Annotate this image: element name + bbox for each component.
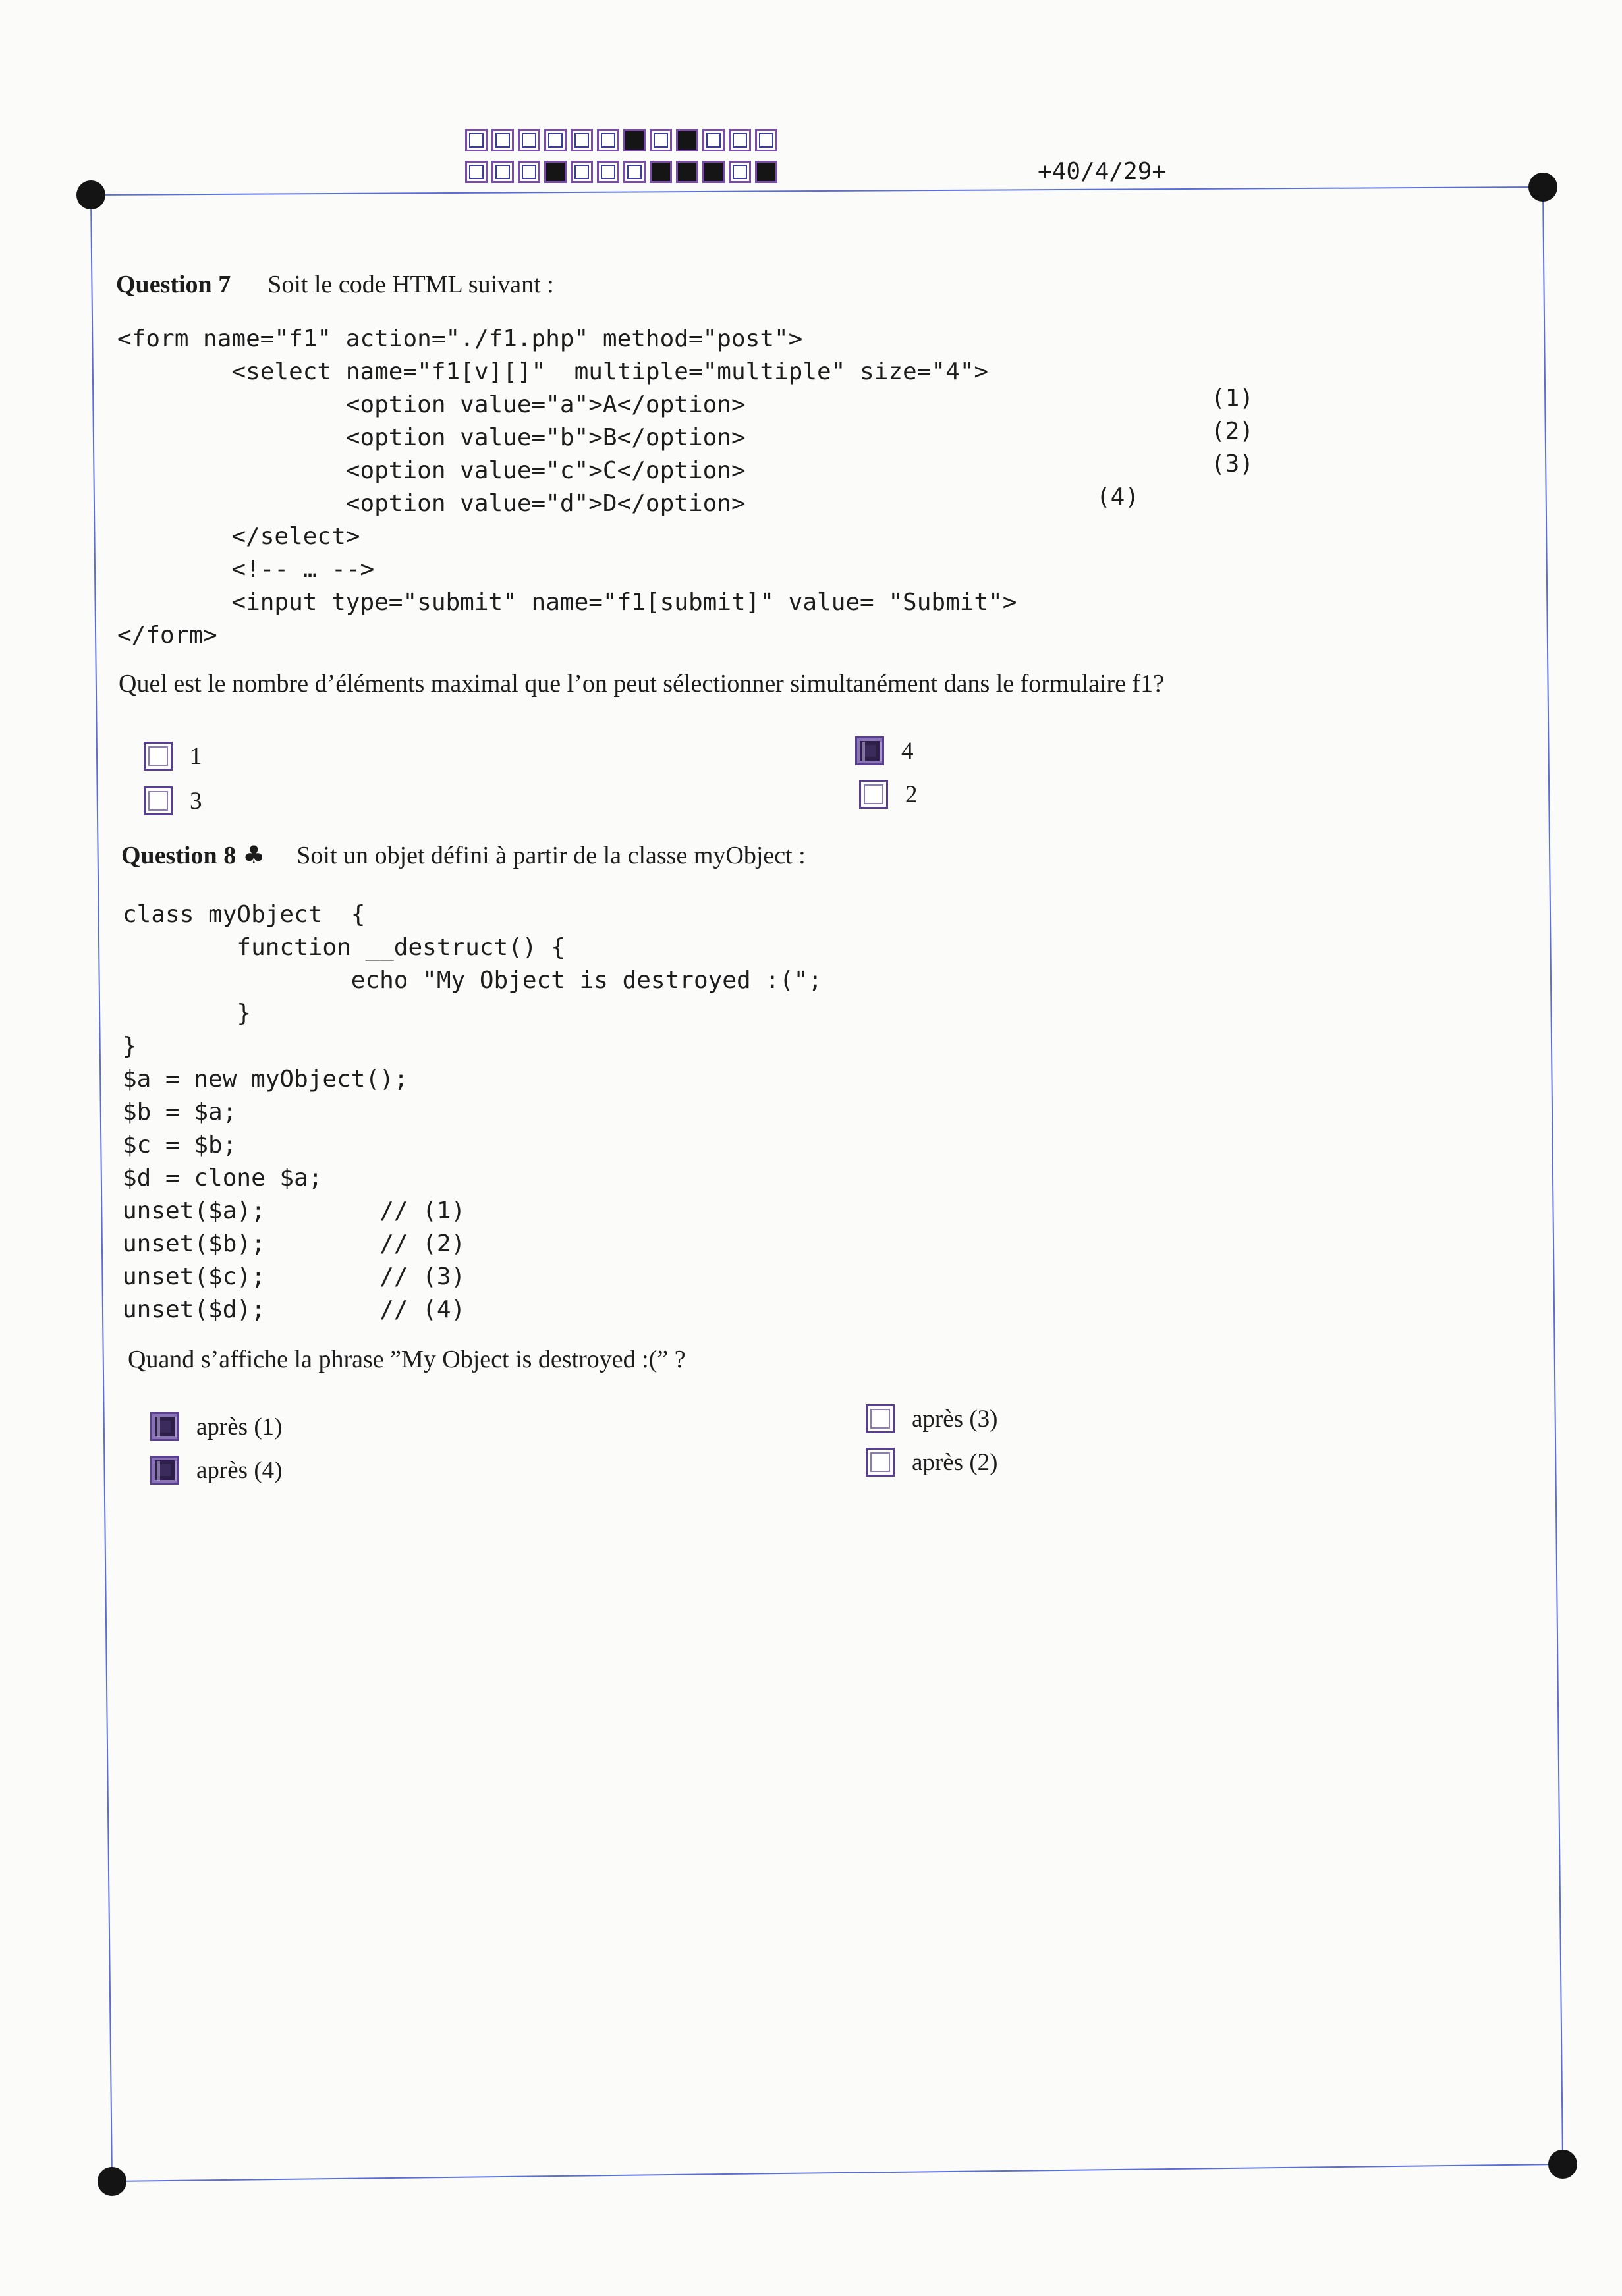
question-7-code: <form name="f1" action="./f1.php" method="post"> <select name="f1[v][]" multiple="multiple" size="4"> <option value="a">A</option> <option value="b">B</option> <option value="c">C</option> <option value="d">D</option> </select> <!-- … --> <input type="submit" name="f1[submit]" value= "Submit"> </form> (117, 325, 1017, 649)
answer-checkbox[interactable] (866, 1404, 895, 1433)
question-8-choice-apres-1[interactable] (150, 1412, 282, 1441)
choice-label: après (1) (196, 1413, 283, 1440)
question-7-number: Question 7 (116, 271, 231, 298)
club-icon: ♣ (242, 840, 266, 869)
barcode-cell (729, 161, 751, 183)
question-7-header (116, 270, 554, 299)
answer-checkbox[interactable] (855, 736, 884, 765)
barcode-cell (676, 161, 698, 183)
barcode-cell (571, 129, 593, 151)
code-marker-1: (1) (1211, 385, 1254, 412)
choice-label: 4 (901, 737, 914, 765)
choice-label: 2 (905, 780, 918, 808)
copy-id: +40/4/29+ (1038, 158, 1167, 185)
answer-checkbox[interactable] (150, 1412, 179, 1441)
barcode-cell (597, 129, 619, 151)
question-8-prompt: Quand s’affiche la phrase ”My Object is destroyed :(” ? (128, 1346, 686, 1373)
code-marker-4: (4) (1096, 483, 1140, 510)
answer-checkbox[interactable] (150, 1456, 179, 1485)
question-7-prompt: Quel est le nombre d’éléments maximal que l’on peut sélectionner simultanément dans le formulaire f1? (119, 670, 1165, 697)
question-8-header (121, 840, 806, 870)
barcode-cell (702, 129, 725, 151)
barcode (465, 129, 781, 192)
barcode-cell (544, 161, 567, 183)
choice-label: après (4) (196, 1456, 283, 1484)
question-7-choice-4[interactable] (855, 736, 914, 765)
answer-checkbox[interactable] (859, 780, 888, 809)
choice-label: après (3) (912, 1405, 998, 1433)
choice-label: 3 (190, 787, 202, 815)
barcode-cell (518, 161, 540, 183)
choice-label: après (2) (912, 1448, 998, 1476)
question-7-choice-1[interactable] (144, 742, 202, 771)
barcode-cell (702, 161, 725, 183)
question-8-choice-apres-2[interactable] (866, 1448, 997, 1477)
barcode-cell (544, 129, 567, 151)
question-8-number: Question 8 (121, 842, 237, 869)
question-7-choice-2[interactable] (859, 780, 918, 809)
barcode-cell (729, 129, 751, 151)
question-8-choice-apres-3[interactable] (866, 1404, 997, 1433)
code-marker-3: (3) (1211, 451, 1254, 478)
barcode-cell (623, 161, 646, 183)
question-8-intro: Soit un objet défini à partir de la classe myObject : (296, 842, 806, 869)
code-marker-2: (2) (1211, 418, 1254, 445)
barcode-row-1 (465, 129, 781, 155)
question-7-choice-3[interactable] (144, 786, 202, 815)
question-8-choice-apres-4[interactable] (150, 1456, 282, 1485)
registration-mark-bottom-left (98, 2167, 126, 2196)
question-8-code: class myObject { function __destruct() { echo "My Object is destroyed :("; } } $a = new myObject(); $b = $a; $c = $b; $d = clone $a; unset($a); // (1) unset($b); // (2) unset($c); // (3) unset($d); // (4) (123, 901, 823, 1323)
barcode-cell (491, 161, 514, 183)
registration-mark-bottom-right (1548, 2150, 1577, 2179)
choice-label: 1 (190, 742, 202, 770)
barcode-cell (676, 129, 698, 151)
barcode-cell (755, 161, 777, 183)
registration-mark-top-left (76, 180, 105, 209)
barcode-cell (755, 129, 777, 151)
answer-checkbox[interactable] (144, 742, 173, 771)
barcode-cell (571, 161, 593, 183)
answer-checkbox[interactable] (866, 1448, 895, 1477)
barcode-cell (623, 129, 646, 151)
answer-checkbox[interactable] (144, 786, 173, 815)
question-7-intro: Soit le code HTML suivant : (267, 271, 554, 298)
barcode-cell (465, 129, 488, 151)
barcode-cell (518, 129, 540, 151)
registration-mark-top-right (1528, 173, 1557, 202)
barcode-cell (597, 161, 619, 183)
barcode-cell (650, 161, 672, 183)
barcode-cell (465, 161, 488, 183)
barcode-cell (491, 129, 514, 151)
barcode-cell (650, 129, 672, 151)
barcode-row-2 (465, 161, 781, 187)
